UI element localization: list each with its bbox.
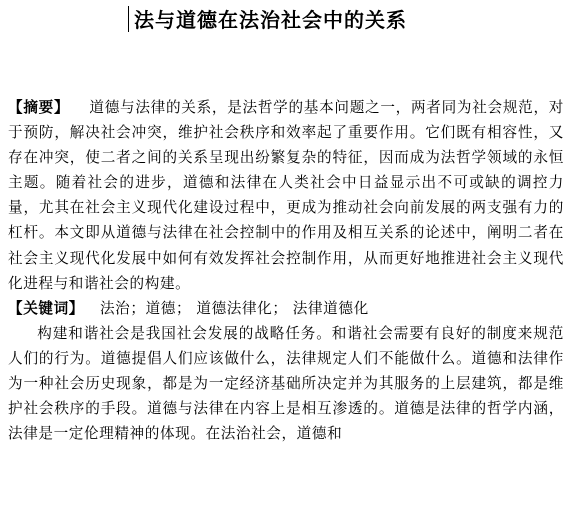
abstract-text: 道德与法律的关系，是法哲学的基本问题之一，两者同为社会规范，对于预防，解决社会冲突，维护社会秩序和效率起了重要作用。它们既有相容性，又存在冲突，使二者之间的关系呈现出纷繁复杂的特征，因而成为法哲学领域的永恒主题。随着社会的进步，道德和法律在人类社会中日益显示出不可或缺的调控力量，尤其在社会主义现代化建设过程中，更成为推动社会向前发展的两支强有力的杠杆。本文即从道德与法律在社会控制中的作用及相互关系的论述中，阐明二者在社会主义现代化发展中如何有效发挥社会控制作用，从而更好地推进社会主义现代化进程与和谐社会的构建。 [8, 99, 564, 292]
document-title[interactable]: 法与道德在法治社会中的关系 [134, 8, 407, 32]
abstract-paragraph[interactable] [8, 95, 564, 296]
keywords-text: 法治；道德； 道德法律化； 法律道德化 [99, 299, 369, 317]
body-paragraph[interactable]: 构建和谐社会是我国社会发展的战略任务。和谐社会需要有良好的制度来规范人们的行为。道德提倡人们应该做什么，法律规定人们不能做什么。道德和法律作为一种社会历史现象，都是为一定经济基础所决定并为其服务的上层建筑，都是维护社会秩序的手段。道德与法律在内容上是相互渗透的。道德是法律的哲学内涵，法律是一定伦理精神的体现。在法治社会，道德和 [8, 324, 564, 443]
document-body[interactable] [8, 95, 564, 446]
text-cursor [128, 6, 129, 32]
abstract-label: 【摘要】 [8, 99, 70, 116]
keywords-paragraph[interactable] [8, 296, 564, 321]
keywords-label: 【关键词】 [8, 299, 84, 317]
